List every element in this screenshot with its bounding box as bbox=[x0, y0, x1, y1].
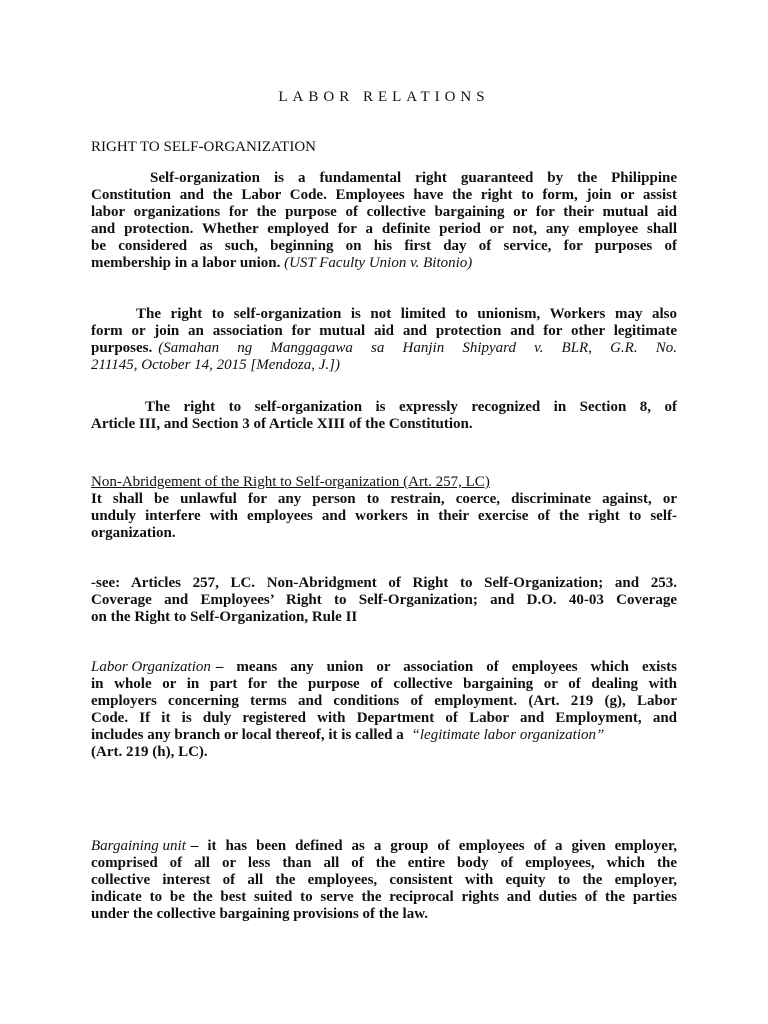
p1-line-2: Constitution and the Labor Code. Employees have the right to form, join or assist bbox=[91, 187, 677, 203]
document-title: LABOR RELATIONS bbox=[278, 89, 490, 105]
p1-line-6-text: membership in a labor union. bbox=[91, 255, 281, 271]
p2-citation-part-1: (Samahan ng Manggagawa sa Hanjin Shipyard v. BLR, G.R. No. bbox=[158, 340, 677, 356]
p3-line-1: The right to self-organization is expressly recognized in Section 8, of bbox=[145, 399, 677, 415]
p7-line-1 bbox=[91, 838, 677, 855]
section-heading: RIGHT TO SELF-ORGANIZATION bbox=[91, 139, 316, 155]
p3-line-2: Article III, and Section 3 of Article XIII of the Constitution. bbox=[91, 416, 473, 432]
p1-line-4: and protection. Whether employed for a definite period or not, any employee shall bbox=[91, 221, 677, 237]
p7-line-1-text: – it has been defined as a group of employees of a given employer, bbox=[190, 838, 677, 854]
p7-line-3: collective interest of all the employees, consistent with equity to the employer, bbox=[91, 872, 677, 888]
p6-line-3: employers concerning terms and conditions of employment. (Art. 219 (g), Labor bbox=[91, 693, 677, 709]
p7-line-5: under the collective bargaining provisions of the law. bbox=[91, 906, 428, 922]
p2-line-1: The right to self-organization is not limited to unionism, Workers may also bbox=[136, 306, 677, 322]
p6-line-5 bbox=[91, 727, 604, 744]
legitimate-labor-organization-term: “legitimate labor organization” bbox=[411, 727, 605, 743]
p2-citation-part-2: 211145, October 14, 2015 [Mendoza, J.]) bbox=[91, 357, 340, 373]
p2-line-2: form or join an association for mutual aid and protection and for other legitimate bbox=[91, 323, 677, 339]
p1-line-3: labor organizations for the purpose of collective bargaining or for their mutual aid bbox=[91, 204, 677, 220]
p4-line-1: It shall be unlawful for any person to restrain, coerce, discriminate against, or bbox=[91, 491, 677, 507]
term-bargaining-unit: Bargaining unit bbox=[91, 838, 186, 854]
term-labor-organization: Labor Organization bbox=[91, 659, 211, 675]
p7-line-4: indicate to be the best suited to serve the reciprocal rights and duties of the parties bbox=[91, 889, 677, 905]
p1-line-6 bbox=[91, 255, 472, 272]
p1-line-1: Self-organization is a fundamental right guaranteed by the Philippine bbox=[150, 170, 677, 186]
p4-line-3: organization. bbox=[91, 525, 176, 541]
p4-line-2: unduly interfere with employees and workers in their exercise of the right to self- bbox=[91, 508, 677, 524]
p1-citation: (UST Faculty Union v. Bitonio) bbox=[284, 255, 473, 271]
subsection-heading: Non-Abridgement of the Right to Self-organization (Art. 257, LC) bbox=[91, 474, 490, 490]
p6-line-5-text: includes any branch or local thereof, it is called a bbox=[91, 727, 404, 743]
p1-line-5: be considered as such, beginning on his first day of service, for purposes of bbox=[91, 238, 677, 254]
p2-line-3 bbox=[91, 340, 677, 357]
p6-line-1 bbox=[91, 659, 677, 676]
p5-line-1: -see: Articles 257, LC. Non-Abridgment of Right to Self-Organization; and 253. bbox=[91, 575, 677, 591]
p6-line-6: (Art. 219 (h), LC). bbox=[91, 744, 208, 760]
p2-line-3-text: purposes. bbox=[91, 340, 153, 356]
p5-line-3: on the Right to Self-Organization, Rule II bbox=[91, 609, 358, 625]
p7-line-2: comprised of all or less than all of the entire body of employees, which the bbox=[91, 855, 677, 871]
p6-line-4: Code. If it is duly registered with Department of Labor and Employment, and bbox=[91, 710, 677, 726]
p6-line-2: in whole or in part for the purpose of collective bargaining or of dealing with bbox=[91, 676, 677, 692]
p6-line-1-text: – means any union or association of employees which exists bbox=[215, 659, 677, 675]
p5-line-2: Coverage and Employees’ Right to Self-Organization; and D.O. 40-03 Coverage bbox=[91, 592, 677, 608]
